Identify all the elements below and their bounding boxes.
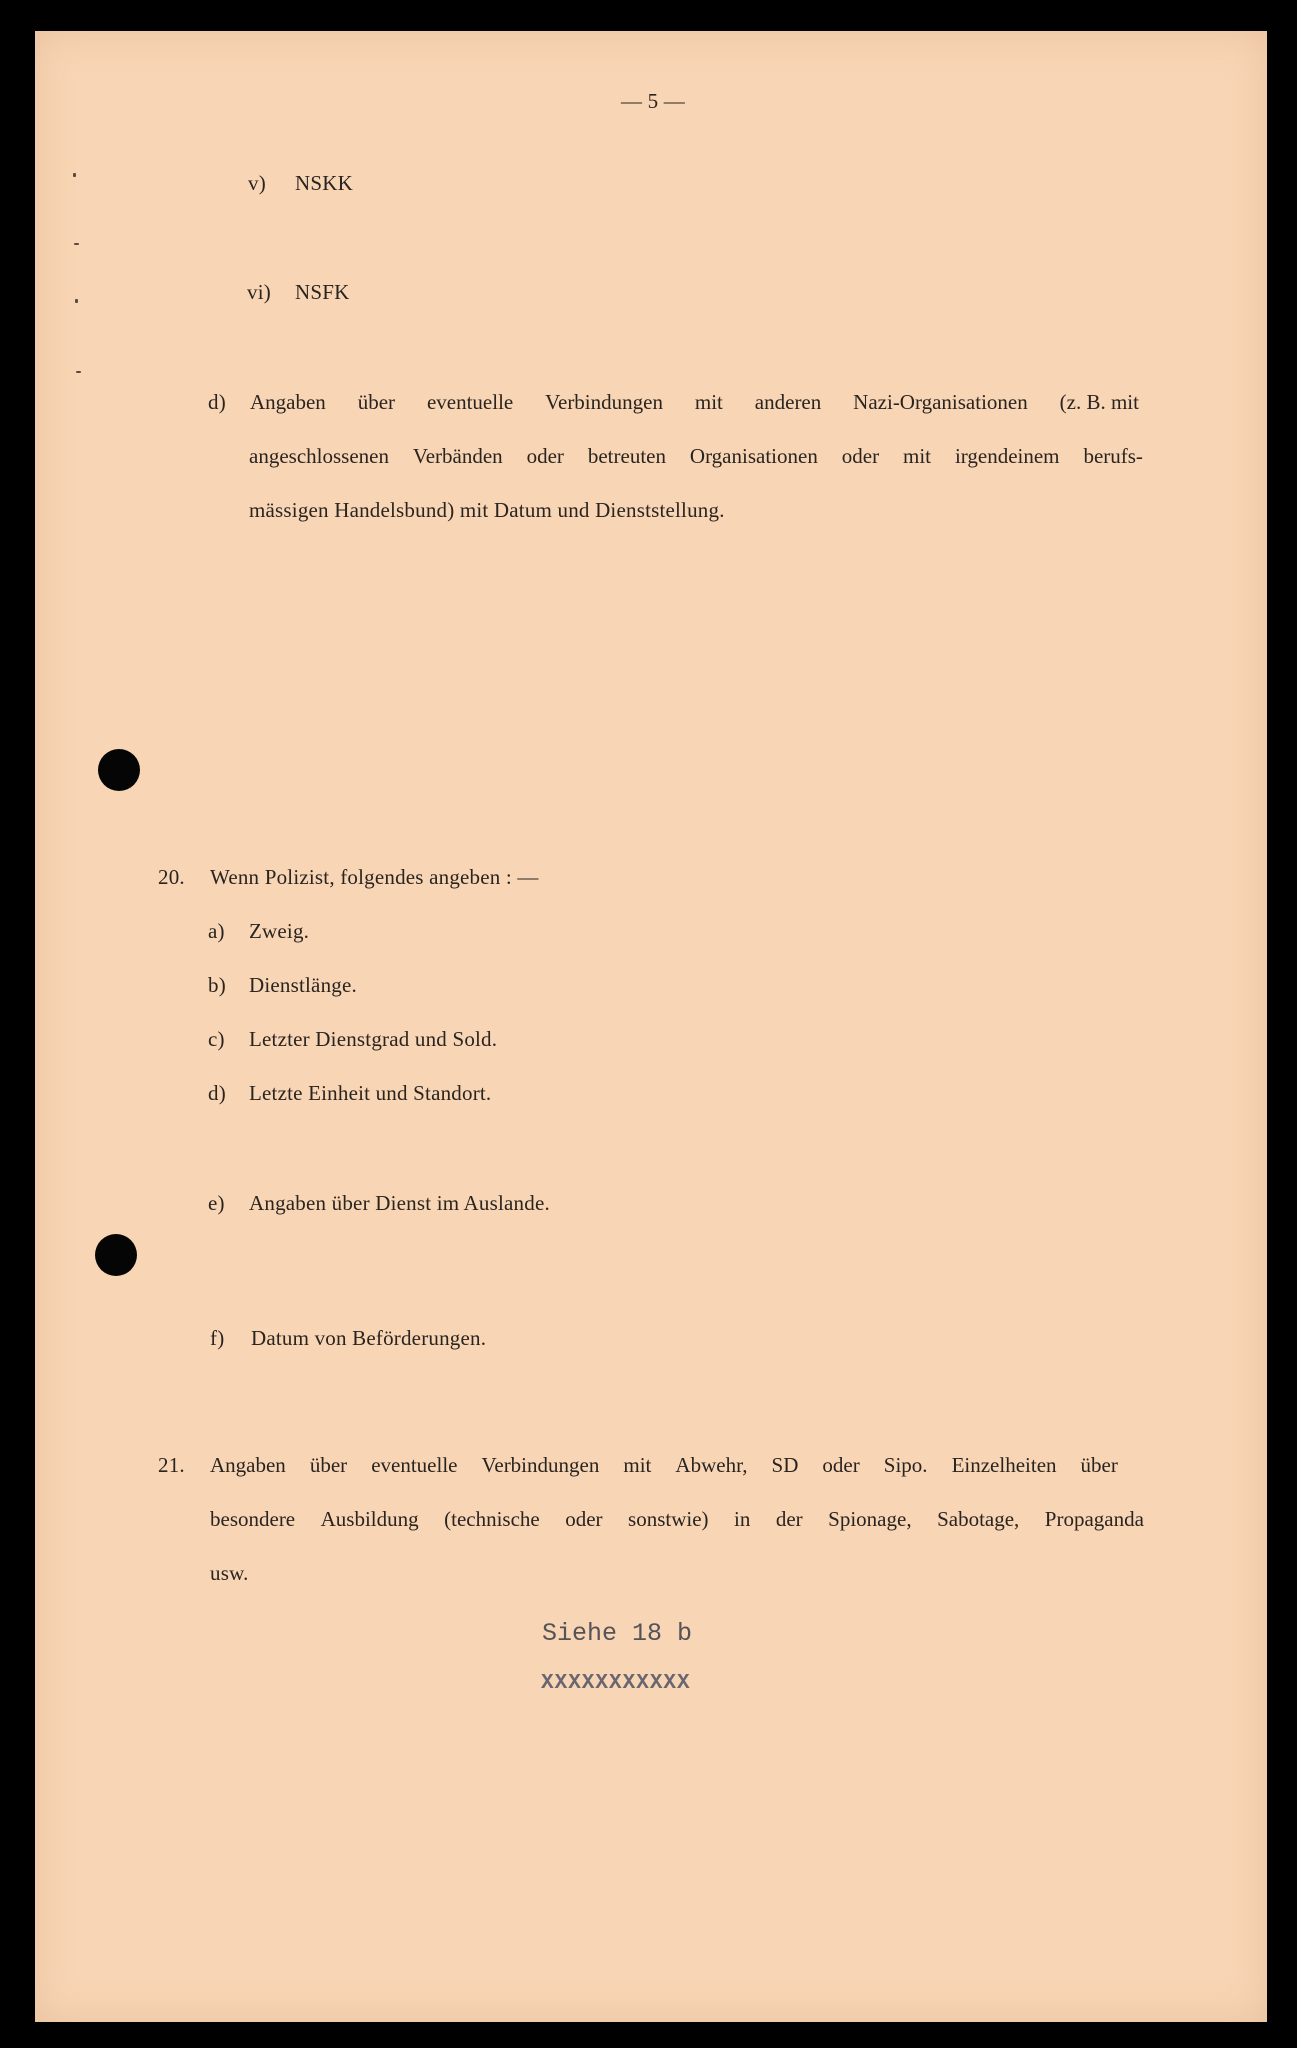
subitem-e-marker: e)	[208, 1191, 225, 1215]
word: Einzelheiten	[951, 1453, 1057, 1477]
word: sonstwie)	[628, 1507, 709, 1531]
section-21-line-2	[210, 1509, 1144, 1530]
item-d-marker: d)	[208, 390, 226, 414]
word: Angaben	[250, 390, 326, 414]
word: eventuelle	[371, 1453, 458, 1477]
word: Spionage,	[828, 1507, 912, 1531]
subitem-d-text: Letzte Einheit und Standort.	[249, 1081, 492, 1105]
document-page	[35, 31, 1267, 2022]
word: SD	[771, 1453, 799, 1477]
paper-speck	[73, 173, 76, 177]
section-21-number: 21.	[158, 1453, 185, 1477]
word: der	[775, 1507, 803, 1531]
paper-speck	[75, 299, 78, 303]
word: oder	[526, 444, 564, 468]
word: Verbindungen	[545, 390, 663, 414]
subitem-a-text: Zweig.	[249, 919, 310, 943]
paper-speck	[76, 371, 81, 373]
subitem-e-text: Angaben über Dienst im Auslande.	[249, 1191, 550, 1215]
typed-struck-out-text: XXXXXXXXXXX	[541, 1672, 691, 1695]
subitem-a-marker: a)	[208, 919, 225, 943]
subitem-c-text: Letzter Dienstgrad und Sold.	[249, 1027, 498, 1051]
word: Nazi-Organisationen	[853, 390, 1028, 414]
word: oder	[565, 1507, 603, 1531]
word: Verbindungen	[481, 1453, 600, 1477]
item-vi-text: NSFK	[295, 280, 350, 304]
word: irgendeinem	[954, 444, 1060, 468]
word: anderen	[754, 390, 822, 414]
word: (technische	[444, 1507, 540, 1531]
subitem-d-marker: d)	[208, 1081, 226, 1105]
word: Angaben	[210, 1453, 286, 1477]
word: Propaganda	[1044, 1507, 1144, 1531]
word: mit	[694, 390, 723, 414]
subitem-f-marker: f)	[210, 1326, 225, 1350]
item-v-text: NSKK	[295, 171, 353, 195]
typed-answer: Siehe 18 b	[542, 1619, 693, 1648]
page-number: — 5 —	[621, 89, 685, 113]
subitem-c-marker: c)	[208, 1027, 225, 1051]
paper-speck	[74, 243, 79, 245]
section-21-line-1	[210, 1455, 1118, 1476]
word: mit	[623, 1453, 652, 1477]
word: berufs-	[1083, 444, 1143, 468]
word: Abwehr,	[675, 1453, 748, 1477]
item-v-marker: v)	[248, 171, 266, 195]
word: über	[1080, 1453, 1118, 1477]
word: Sabotage,	[937, 1507, 1020, 1531]
word: Organisationen	[689, 444, 818, 468]
word: Ausbildung	[320, 1507, 419, 1531]
word: (z. B. mit	[1059, 390, 1139, 414]
subitem-b-marker: b)	[208, 973, 226, 997]
item-vi-marker: vi)	[247, 280, 271, 304]
item-d-line-1	[250, 392, 1139, 413]
word: oder	[841, 444, 880, 468]
subitem-f-text: Datum von Beförderungen.	[251, 1326, 487, 1350]
word: angeschlossenen	[249, 444, 389, 468]
word: betreuten	[587, 444, 666, 468]
section-21-line-3: usw.	[210, 1561, 249, 1585]
item-d-line-2	[249, 446, 1143, 467]
subitem-b-text: Dienstlänge.	[249, 973, 357, 997]
section-20-number: 20.	[158, 865, 185, 889]
item-d-line-3: mässigen Handelsbund) mit Datum und Dienststellung.	[249, 498, 725, 522]
section-20-title: Wenn Polizist, folgendes angeben : —	[210, 865, 539, 889]
word: über	[309, 1453, 348, 1477]
word: in	[734, 1507, 751, 1531]
word: oder	[822, 1453, 860, 1477]
word: Sipo.	[883, 1453, 928, 1477]
word: Verbänden	[412, 444, 503, 468]
punch-hole	[98, 749, 140, 791]
word: über	[357, 390, 396, 414]
word: eventuelle	[426, 390, 514, 414]
word: besondere	[210, 1507, 296, 1531]
punch-hole	[95, 1234, 137, 1276]
word: mit	[903, 444, 932, 468]
